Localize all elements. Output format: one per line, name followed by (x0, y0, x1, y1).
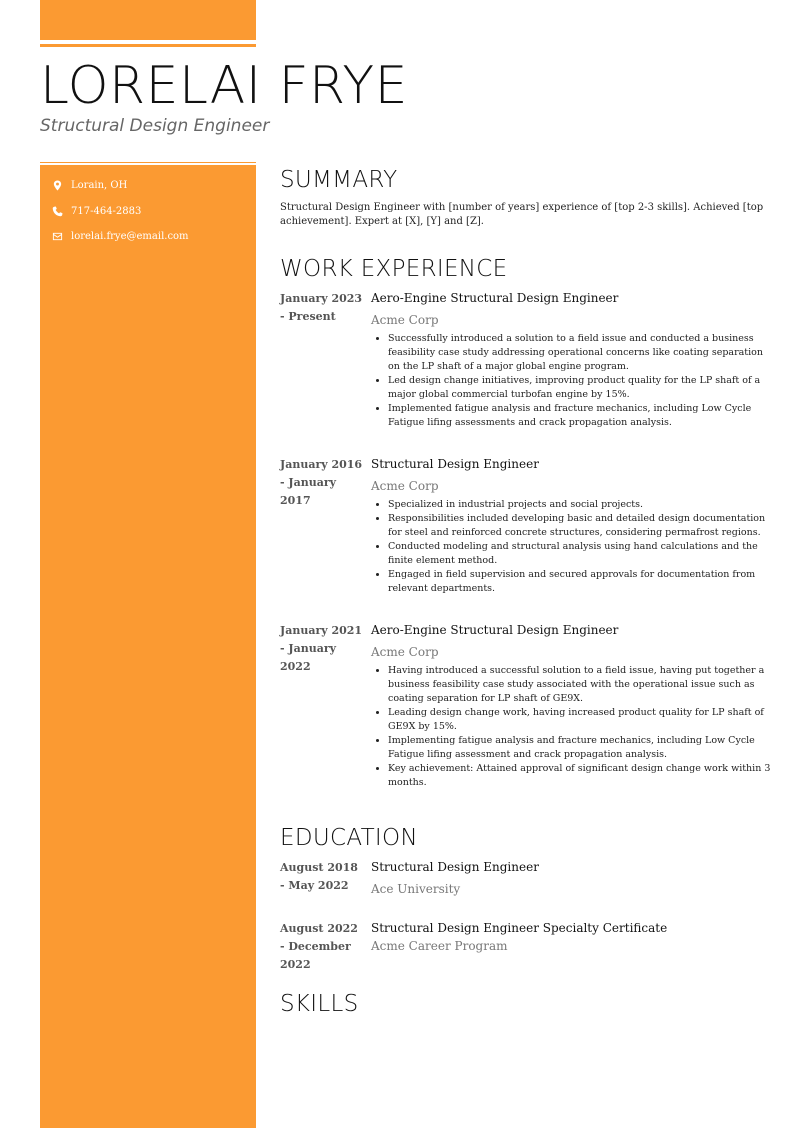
degree-title: Structural Design Engineer (371, 860, 539, 874)
experience-date: January 2023 - Present (280, 292, 363, 323)
company-name: Acme Corp (371, 645, 439, 659)
header-accent-bar (40, 0, 256, 40)
contact-email-text[interactable]: lorelai.frye@email.com (71, 231, 189, 242)
candidate-name: LORELAI FRYE (40, 56, 408, 116)
contact-location (52, 180, 127, 191)
experience-date: January 2021 - January 2022 (280, 624, 363, 673)
list-item: • Led design change initiatives, improving product quality for the LP shaft of a major global commercial turbofan engine by 15%. (388, 374, 771, 402)
degree-title: Structural Design Engineer Specialty Certificate (371, 921, 668, 935)
phone-icon (52, 206, 63, 217)
contact-email[interactable] (52, 231, 189, 242)
school-name: Ace University (371, 882, 461, 896)
summary-section (280, 167, 770, 229)
header-accent-line (40, 44, 256, 47)
sidebar-accent-line (40, 162, 256, 163)
summary-heading: SUMMARY (280, 167, 398, 193)
contact-location-text: Lorain, OH (71, 180, 128, 191)
company-name: Acme Corp (371, 479, 439, 493)
company-name: Acme Corp (371, 313, 439, 327)
experience-bullets (371, 664, 771, 790)
map-pin-icon (52, 180, 63, 191)
list-item: • Key achievement: Attained approval of significant design change work within 3 months. (388, 762, 771, 790)
contact-sidebar (40, 165, 256, 1128)
education-date: August 2022 - December 2022 (280, 922, 358, 971)
education-heading: EDUCATION (280, 825, 418, 851)
list-item: • Leading design change work, having increased product quality for LP shaft of GE9X by 15%. (388, 706, 771, 734)
job-title: Aero-Engine Structural Design Engineer (371, 291, 619, 305)
list-item: • Responsibilities included developing basic and detailed design documentation for steel and reinforced concrete structures, considering permafrost regions. (388, 512, 771, 540)
school-name: Acme Career Program (371, 939, 508, 953)
education-date: August 2018 - May 2022 (280, 861, 358, 892)
job-title: Structural Design Engineer (371, 457, 539, 471)
summary-text: Structural Design Engineer with [number of years] experience of [top 2-3 skills]. Achieved [top achievement]. Expert at [X], [Y] and [Z]. (280, 202, 764, 227)
skills-heading: SKILLS (280, 991, 359, 1017)
contact-phone[interactable] (52, 206, 141, 217)
experience-date: January 2016 - January 2017 (280, 458, 363, 507)
list-item: • Engaged in field supervision and secured approvals for documentation from relevant departments. (388, 568, 771, 596)
list-item: • Successfully introduced a solution to a field issue and conducted a business feasibility case study addressing operational concerns like coating separation on the LP shaft of a major global engine program. (388, 332, 771, 374)
job-title: Aero-Engine Structural Design Engineer (371, 623, 619, 637)
experience-heading: WORK EXPERIENCE (280, 256, 508, 282)
experience-bullets (371, 498, 771, 596)
list-item: • Having introduced a successful solution to a field issue, having put together a business feasibility case study associated with the operational issue such as coating separation for LP shaft of GE9X. (388, 664, 771, 706)
candidate-title: Structural Design Engineer (40, 116, 270, 136)
contact-phone-text[interactable]: 717-464-2883 (71, 206, 142, 217)
experience-bullets (371, 332, 771, 430)
list-item: • Implementing fatigue analysis and fracture mechanics, including Low Cycle Fatigue lifing assessment and crack propagation analysis. (388, 734, 771, 762)
list-item: • Conducted modeling and structural analysis using hand calculations and the finite element method. (388, 540, 771, 568)
envelope-icon (52, 231, 63, 242)
list-item: • Specialized in industrial projects and social projects. (388, 498, 771, 512)
list-item: • Implemented fatigue analysis and fracture mechanics, including Low Cycle Fatigue lifing assessments and crack propagation analysis. (388, 402, 771, 430)
